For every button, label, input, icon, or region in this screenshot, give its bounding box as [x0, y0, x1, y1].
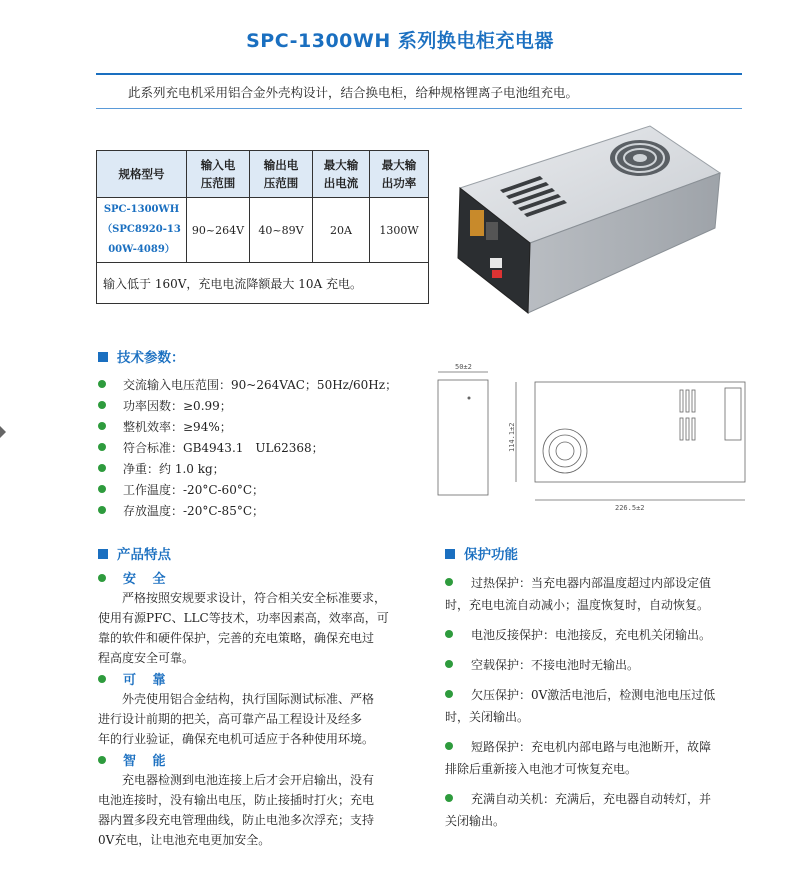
spec-table [96, 150, 429, 304]
bullet-icon [445, 578, 453, 586]
bullet-icon [445, 794, 453, 802]
list-item: 工作温度：-20°C-60°C； [98, 480, 397, 501]
dimension-drawing [425, 360, 760, 520]
square-bullet-icon [98, 549, 108, 559]
protection-heading: 保护功能 [445, 543, 518, 563]
bullet-icon [445, 742, 453, 750]
spec-table-header-row [97, 151, 429, 198]
bullet-icon [98, 756, 106, 764]
bullet-icon [98, 464, 106, 472]
cell-note: 输入低于 160V，充电电流降额最大 10A 充电。 [97, 263, 429, 304]
dim-side-width: 50±2 [455, 363, 472, 371]
list-item: 电池反接保护：电池接反，充电机关闭输出。 [445, 624, 765, 646]
list-item: 存放温度：-20°C-85°C； [98, 501, 397, 522]
bullet-icon [445, 690, 453, 698]
square-bullet-icon [98, 352, 108, 362]
feature-title: 智 能 [123, 754, 172, 769]
page-nav-arrow-icon[interactable] [0, 426, 6, 438]
header-max-current: 最大输 出电流 [313, 151, 370, 198]
list-item: 欠压保护：0V激活电池后，检测电池电压过低 时，关闭输出。 [445, 688, 716, 724]
features-heading: 产品特点 [98, 543, 171, 563]
bullet-icon [98, 574, 106, 582]
list-item: 充满自动关机：充满后，充电器自动转灯，并 关闭输出。 [445, 792, 712, 828]
divider-top [96, 73, 742, 75]
list-item: 符合标准：GB4943.1 UL62368； [98, 438, 397, 459]
feature-reliability: 可 靠 外壳使用铝合金结构，执行国际测试标准、严格 进行设计前期的把关，高可靠产品工程设计及经多 年的行业验证，确保充电机可适应于各种使用环境。 [98, 673, 375, 746]
bullet-icon [445, 660, 453, 668]
table-note-row [97, 263, 429, 304]
product-image [450, 118, 730, 326]
list-item: 过热保护：当充电器内部温度超过内部设定值 时，充电电流自动减小；温度恢复时，自动恢复。 [445, 576, 712, 612]
bullet-icon [98, 675, 106, 683]
bullet-icon [98, 401, 106, 409]
table-row [97, 198, 429, 263]
cell-input-voltage: 90~264V [187, 198, 250, 263]
bullet-icon [445, 630, 453, 638]
bullet-icon [98, 422, 106, 430]
bullet-icon [98, 380, 106, 388]
cell-model: SPC-1300WH （SPC8920-13 00W-4089） [97, 198, 187, 263]
list-item: 交流输入电压范围：90~264VAC；50Hz/60Hz； [98, 375, 397, 396]
cell-max-power: 1300W [370, 198, 429, 263]
feature-safety: 安 全 严格按照安规要求设计，符合相关安全标准要求， 使用有源PFC、LLC等技术，功率因素高，效率高，可 靠的软件和硬件保护，完善的充电策略，确保充电过 程高度安全可靠。 [98, 572, 389, 665]
list-item: 空载保护：不接电池时无输出。 [445, 654, 765, 676]
bullet-icon [98, 506, 106, 514]
tech-heading: 技术参数： [98, 346, 185, 366]
bullet-icon [98, 485, 106, 493]
dim-length: 226.5±2 [615, 504, 645, 512]
page-title: SPC-1300WH 系列换电柜充电器 [246, 30, 554, 52]
list-item: 整机效率：≥94%； [98, 417, 397, 438]
header-output-voltage: 输出电 压范围 [250, 151, 313, 198]
fan-icon [610, 140, 670, 176]
header-max-power: 最大输 出功率 [370, 151, 429, 198]
divider-bottom [96, 108, 742, 109]
bullet-icon [98, 443, 106, 451]
list-item: 净重：约 1.0 kg； [98, 459, 397, 480]
cell-output-voltage: 40~89V [250, 198, 313, 263]
intro-text: 此系列充电机采用铝合金外壳构设计，结合换电柜，给种规格锂离子电池组充电。 [128, 85, 579, 100]
tech-list [98, 375, 397, 522]
protection-list [445, 572, 765, 832]
feature-title: 安 全 [123, 572, 172, 587]
square-bullet-icon [445, 549, 455, 559]
cell-max-current: 20A [313, 198, 370, 263]
feature-smart: 智 能 充电器检测到电池连接上后才会开启输出，没有 电池连接时，没有输出电压，防止接插时打火；充电 器内置多段充电管理曲线，防止电池多次浮充；支持 0V充电，让电池充电更加安全。 [98, 754, 375, 847]
header-model: 规格型号 [97, 151, 187, 198]
list-item: 功率因数：≥0.99； [98, 396, 397, 417]
dim-height: 114.1±2 [508, 422, 516, 452]
list-item: 短路保护：充电机内部电路与电池断开，故障 排除后重新接入电池才可恢复充电。 [445, 740, 712, 776]
header-input-voltage: 输入电 压范围 [187, 151, 250, 198]
feature-title: 可 靠 [123, 673, 172, 688]
features-list [98, 567, 428, 850]
